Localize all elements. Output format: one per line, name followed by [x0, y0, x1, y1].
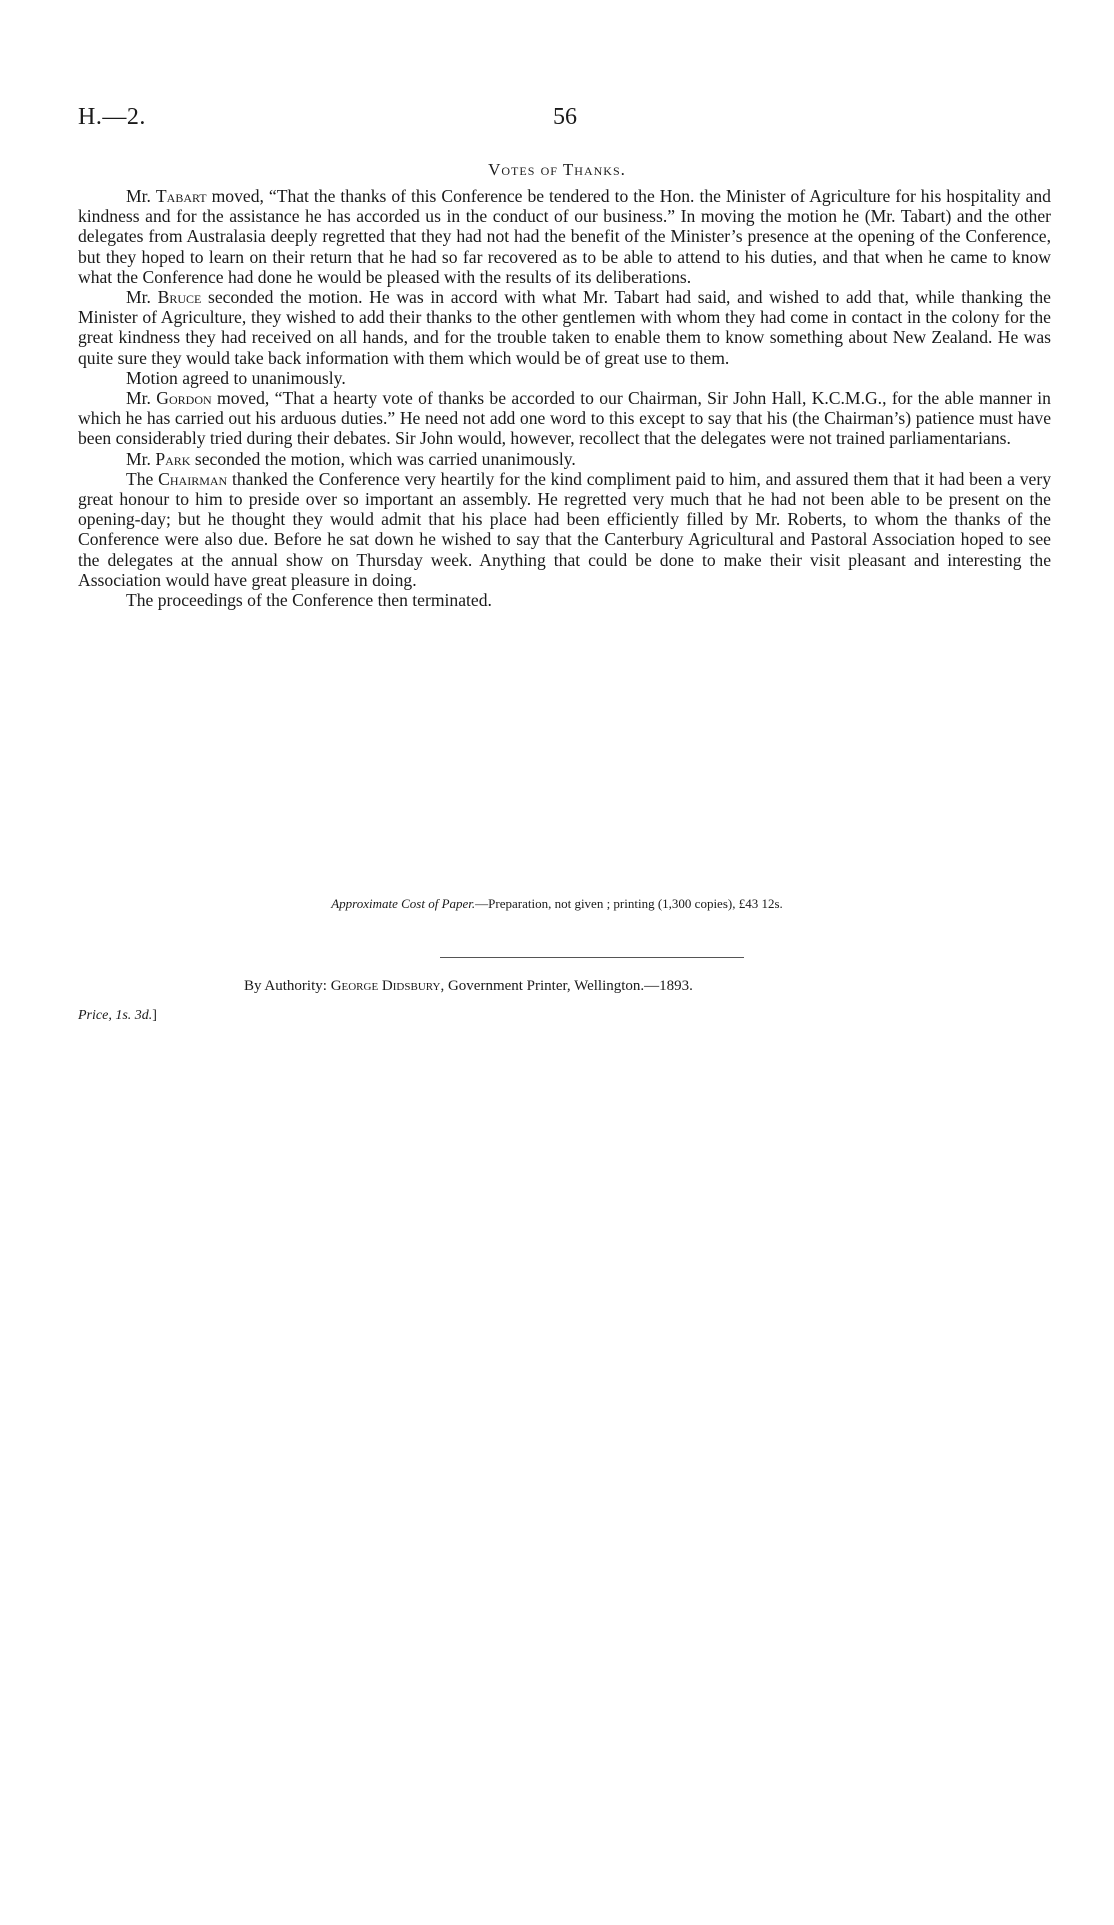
page-number: 56 — [553, 104, 577, 130]
cost-text: —Preparation, not given ; printing (1,300 copies), £43 12s. — [475, 896, 783, 911]
authority-line — [244, 978, 693, 995]
paragraph-text: moved, “That a hearty vote of thanks be accorded to our Chairman, Sir John Hall, K.C.M.G., for the able manner in which he has carried out his arduous duties.” He need not add one word to this except to say that his (the Chairman’s) patience must have been considerably tried during their debates. Sir John would, however, recollect that the delegates were not trained parliamentarians. — [78, 388, 1051, 449]
paragraph-prefix: Mr. — [126, 186, 156, 206]
paragraph-bruce-seconded — [78, 287, 1051, 368]
paragraph-gordon-motion — [78, 388, 1051, 449]
paragraph-proceedings-terminated: The proceedings of the Conference then terminated. — [126, 590, 492, 611]
price-line — [78, 1008, 157, 1024]
speaker-name: Bruce — [157, 287, 202, 308]
paragraph-prefix: The — [126, 468, 159, 489]
paragraph-prefix: Mr. — [126, 388, 157, 409]
speaker-name: Park — [155, 448, 191, 469]
cost-label: Approximate Cost of Paper. — [331, 896, 476, 911]
paragraph-chairman-thanks — [78, 469, 1051, 590]
authority-prefix: By Authority: — [244, 978, 331, 994]
speaker-name: Tabart — [155, 186, 207, 206]
speaker-name: Chairman — [158, 468, 228, 489]
paragraph-prefix: Mr. — [126, 448, 156, 469]
paragraph-prefix: Mr. — [126, 287, 158, 308]
price-text: Price, 1s. 3d. — [78, 1008, 153, 1023]
paragraph-park-seconded — [78, 449, 1051, 469]
authority-suffix: , Government Printer, Wellington.—1893. — [440, 978, 693, 994]
cost-note — [0, 896, 1114, 912]
divider-rule — [440, 957, 744, 958]
speaker-name: Gordon — [156, 388, 212, 409]
paragraph-tabart-motion — [78, 186, 1051, 287]
document-reference: H.—2. — [78, 104, 146, 130]
section-heading: Votes of Thanks. — [488, 160, 626, 179]
paragraph-text: seconded the motion, which was carried unanimously. — [190, 448, 576, 469]
printer-name: George Didsbury — [330, 978, 441, 994]
paragraph-text: moved, “That the thanks of this Conference be tendered to the Hon. the Minister of Agriculture for his hospitality and kindness and for the assistance he has accorded us in the conduct of our business.” In moving the motion he (Mr. Tabart) and the other delegates from Australasia deeply regretted that they had not had the benefit of the Minister’s presence at the opening of the Conference, but they hoped to learn on their return that he had so far recovered as to be able to attend to his duties, and that when he came to know what the Conference had done he would be pleased with the results of its deliberations. — [78, 186, 1051, 287]
paragraph-motion-agreed: Motion agreed to unanimously. — [126, 367, 346, 388]
paragraph-text: seconded the motion. He was in accord with what Mr. Tabart had said, and wished to add that, while thanking the Minister of Agriculture, they wished to add their thanks to the other gentlemen with whom they had come in contact in the colony for the great kindness they had received on all hands, and for the trouble taken to enable them to know something about New Zealand. He was quite sure they would take back information with them which would be of great use to them. — [78, 287, 1051, 368]
price-bracket: ] — [152, 1008, 157, 1023]
paragraph-text: thanked the Conference very heartily for the kind compliment paid to him, and assured them that it had been a very great honour to him to preside over so important an assembly. He regretted very much that he had not been able to be present on the opening-day; but he thought they would admit that his place had been efficiently filled by Mr. Roberts, to whom the thanks of the Conference were also due. Before he sat down he wished to say that the Canterbury Agricultural and Pastoral Association hoped to see the delegates at the annual show on Thursday week. Anything that could be done to make their visit pleasant and interesting the Association would have great pleasure in doing. — [78, 468, 1051, 590]
body-text — [78, 186, 1051, 610]
